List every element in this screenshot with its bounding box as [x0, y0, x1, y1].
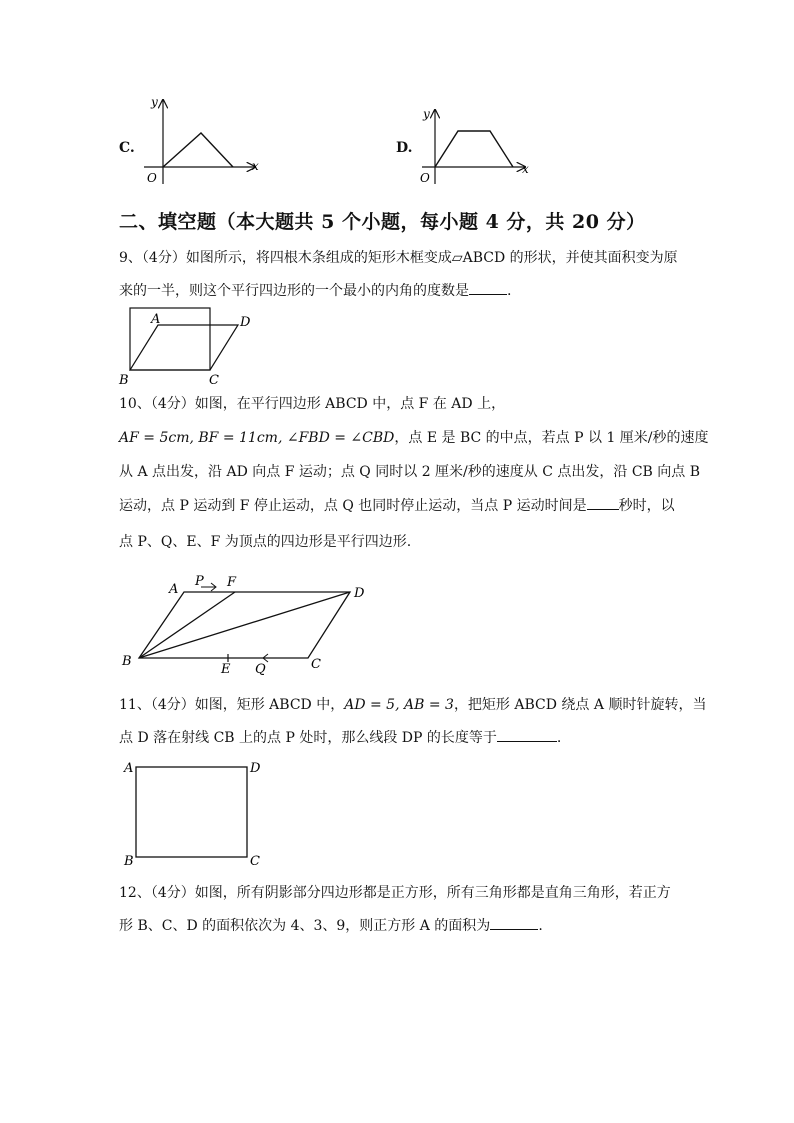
x-axis-label: x: [252, 159, 259, 173]
answer-blank: [497, 727, 557, 742]
q11-line2: 点 D 落在射线 CB 上的点 P 处时，那么线段 DP 的长度等于 .: [119, 727, 561, 749]
graph-line: [163, 133, 233, 167]
svg-text:A: A: [169, 582, 179, 597]
q12-line1: 12、（4分）如图，所有阴影部分四边形都是正方形，所有三角形都是直角三角形，若正方: [119, 885, 671, 901]
q9-figure: [115, 305, 265, 390]
q10-line2: AF = 5cm, BF = 11cm, ∠FBD = ∠CBD，点 E 是 BC 的中点，若点 P 以 1 厘米/秒的速度: [119, 430, 709, 446]
q10-line1: 10、（4分）如图，在平行四边形 ABCD 中，点 F 在 AD 上，: [119, 396, 506, 412]
q11-line1: 11、（4分）如图，矩形 ABCD 中，AD = 5, AB = 3，把矩形 ABCD 绕点 A 顺时针旋转，当: [119, 697, 707, 713]
graph-line: [435, 131, 513, 167]
svg-text:B: B: [122, 654, 132, 669]
svg-text:B: B: [124, 854, 134, 869]
svg-text:F: F: [227, 575, 237, 590]
q10-line4: 运动，点 P 运动到 F 停止运动，点 Q 也同时停止运动，当点 P 运动时间是 秒时，以: [119, 495, 675, 517]
svg-text:A: A: [124, 761, 134, 776]
svg-text:C: C: [250, 854, 260, 869]
origin-label: O: [147, 171, 157, 185]
section-title: 二、填空题（本大题共 5 个小题，每小题 4 分，共 20 分）: [119, 211, 646, 233]
answer-blank: [490, 915, 538, 930]
svg-text:P: P: [195, 574, 204, 589]
q9-line1: 9、（4分）如图所示，将四根木条组成的矩形木框变成▱ABCD 的形状，并使其面积变为原: [119, 250, 678, 266]
option-d-label: D.: [396, 140, 413, 156]
svg-text:A: A: [151, 312, 161, 327]
svg-text:D: D: [354, 586, 365, 601]
svg-text:D: D: [250, 761, 261, 776]
q9-line2: 来的一半，则这个平行四边形的一个最小的内角的度数是 .: [119, 280, 511, 302]
parallelogram: [130, 325, 238, 370]
q10-figure: [115, 570, 375, 680]
q12-line2: 形 B、C、D 的面积依次为 4、3、9，则正方形 A 的面积为 .: [119, 915, 543, 937]
origin-label: O: [420, 171, 430, 185]
svg-text:Q: Q: [255, 662, 266, 677]
y-axis-label: y: [151, 95, 158, 109]
rectangle: [130, 308, 210, 370]
option-c-label: C.: [119, 140, 135, 156]
option-c-graph: [140, 92, 270, 188]
option-d-graph: [418, 104, 536, 188]
answer-blank: [469, 280, 507, 295]
answer-blank: [587, 495, 619, 510]
q11-figure: [118, 755, 273, 870]
svg-text:E: E: [221, 662, 231, 677]
y-axis-label: y: [423, 107, 430, 121]
svg-text:C: C: [209, 373, 219, 388]
segment-bf: [139, 592, 235, 658]
svg-text:B: B: [119, 373, 129, 388]
x-axis-label: x: [522, 162, 529, 176]
svg-text:C: C: [311, 657, 321, 672]
q10-line5: 点 P、Q、E、F 为顶点的四边形是平行四边形.: [119, 534, 412, 550]
segment-bd: [139, 592, 350, 658]
rectangle-abcd: [136, 767, 247, 857]
svg-text:D: D: [240, 315, 251, 330]
q10-line3: 从 A 点出发，沿 AD 向点 F 运动；点 Q 同时以 2 厘米/秒的速度从 C 点出发，沿 CB 向点 B: [119, 464, 701, 480]
